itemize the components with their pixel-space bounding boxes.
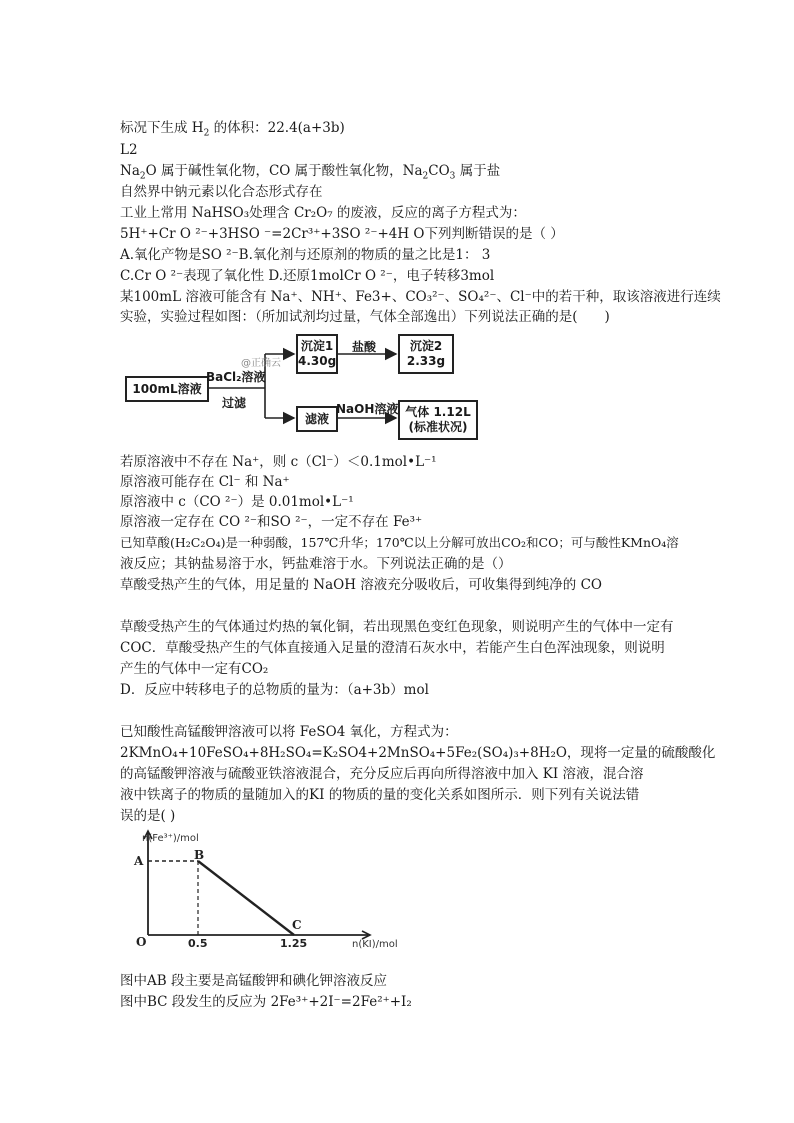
x-tick-0-5: 0.5 bbox=[188, 937, 208, 950]
line-9: 某100mL 溶液可能含有 Na⁺、NH⁺、Fe3+、CO₃²⁻、SO₄²⁻、Cl⁻中的若干种，取该溶液进行连续 bbox=[120, 289, 721, 305]
y-axis-label: n(Fe³⁺)/mol bbox=[142, 833, 199, 844]
line-17: 草酸受热产生的气体，用足量的 NaOH 溶液充分吸收后，可收集得到纯净的 CO bbox=[120, 577, 602, 593]
line-24: 的高锰酸钾溶液与硫酸亚铁溶液混合，充分反应后再向所得溶液中加入 KI 溶液，混合溶 bbox=[120, 766, 644, 782]
origin-label: O bbox=[136, 935, 147, 949]
line-1: 标况下生成 $H_2$ 的体积：22.4(a+3b) bbox=[120, 120, 345, 139]
x-axis-label: n(KI)/mol bbox=[352, 939, 398, 950]
line-14: 原溶液一定存在 CO ²⁻和SO ²⁻，一定不存在 Fe³⁺ bbox=[120, 514, 423, 530]
x-tick-1-25: 1.25 bbox=[280, 937, 308, 950]
line-22: 已知酸性高锰酸钾溶液可以将 FeSO4 氧化，方程式为： bbox=[120, 724, 458, 740]
gas-box: 气体 1.12L (标准状况) bbox=[398, 400, 478, 440]
line-5: 工业上常用 NaHSO₃处理含 Cr₂O₇ 的废液，反应的离子方程式为： bbox=[120, 205, 526, 221]
experiment-flowchart bbox=[120, 330, 490, 450]
line-8: C.Cr O ²⁻表现了氧化性 D.还原1molCr O ²⁻，电子转移3mol bbox=[120, 268, 495, 284]
line-3: $Na_2O$ 属于碱性氧化物，CO 属于酸性氧化物，$Na_2CO_3$ 属于盐 bbox=[120, 163, 501, 182]
filter-label: 过滤 bbox=[222, 396, 247, 410]
point-a-label: A bbox=[134, 854, 144, 868]
line-7: A.氧化产物是SO ²⁻B.氧化剂与还原剂的物质的量之比是1： 3 bbox=[120, 247, 491, 263]
line-13: 原溶液中 c（CO ²⁻）是 0.01mol•L⁻¹ bbox=[120, 494, 354, 510]
line-19: COC．草酸受热产生的气体直接通入足量的澄清石灰水中，若能产生白色浑浊现象，则说明 bbox=[120, 640, 665, 656]
line-27: 图中AB 段主要是高锰酸钾和碘化钾溶液反应 bbox=[120, 973, 387, 989]
line-11: 若原溶液中不存在 Na⁺，则 c（Cl⁻）＜0.1mol•L⁻¹ bbox=[120, 454, 437, 470]
line-21: D．反应中转移电子的总物质的量为：（a+3b）mol bbox=[120, 682, 429, 698]
line-6: 5H⁺+Cr O ²⁻+3HSO ⁻=2Cr³⁺+3SO ²⁻+4H O下列判断错误的是（ ） bbox=[120, 226, 564, 242]
point-c-label: C bbox=[292, 918, 302, 932]
line-18: 草酸受热产生的气体通过灼热的氧化铜，若出现黑色变红色现象，则说明产生的气体中一定有 bbox=[120, 619, 674, 635]
line-12: 原溶液可能存在 Cl⁻ 和 Na⁺ bbox=[120, 474, 290, 490]
line-15: 已知草酸(H₂C₂O₄)是一种弱酸，157℃升华；170℃以上分解可放出CO₂和CO；可与酸性KMnO₄溶 bbox=[120, 535, 679, 550]
line-28: 图中BC 段发生的反应为 2Fe³⁺+2I⁻=2Fe²⁺+I₂ bbox=[120, 994, 412, 1010]
start-solution-box: 100mL溶液 bbox=[125, 376, 209, 402]
point-b-label: B bbox=[194, 848, 205, 862]
segment-bc bbox=[198, 861, 294, 935]
line-23: 2KMnO₄+10FeSO₄+8H₂SO₄=K₂SO4+2MnSO₄+5Fe₂(SO₄)₃+8H₂O，现将一定量的硫酸酸化 bbox=[120, 745, 716, 761]
precipitate-1-box: 沉淀1 4.30g bbox=[296, 334, 338, 374]
line-4: 自然界中钠元素以化合态形式存在 bbox=[120, 184, 323, 200]
line-16: 液反应；其钠盐易溶于水，钙盐难溶于水。下列说法正确的是（） bbox=[120, 556, 512, 572]
line-10: 实验，实验过程如图：（所加试剂均过量，气体全部逸出）下列说法正确的是( ) bbox=[120, 309, 610, 325]
line-2: L2 bbox=[120, 142, 138, 158]
line-20: 产生的气体中一定有CO₂ bbox=[120, 661, 269, 677]
line-26: 误的是( ) bbox=[120, 808, 176, 824]
fe3-vs-ki-graph bbox=[120, 825, 420, 950]
hydrochloric-acid-label: 盐酸 bbox=[352, 340, 377, 354]
naoh-solution-label: NaOH溶液 bbox=[336, 402, 399, 416]
reagent-bacl2-label: BaCl₂溶液 bbox=[206, 370, 266, 384]
filtrate-box: 滤液 bbox=[296, 406, 338, 432]
watermark-text: @正确云 bbox=[241, 358, 281, 369]
line-25: 液中铁离子的物质的量随加入的KI 的物质的量的变化关系如图所示．则下列有关说法错 bbox=[120, 787, 640, 803]
precipitate-2-box: 沉淀2 2.33g bbox=[398, 334, 454, 374]
